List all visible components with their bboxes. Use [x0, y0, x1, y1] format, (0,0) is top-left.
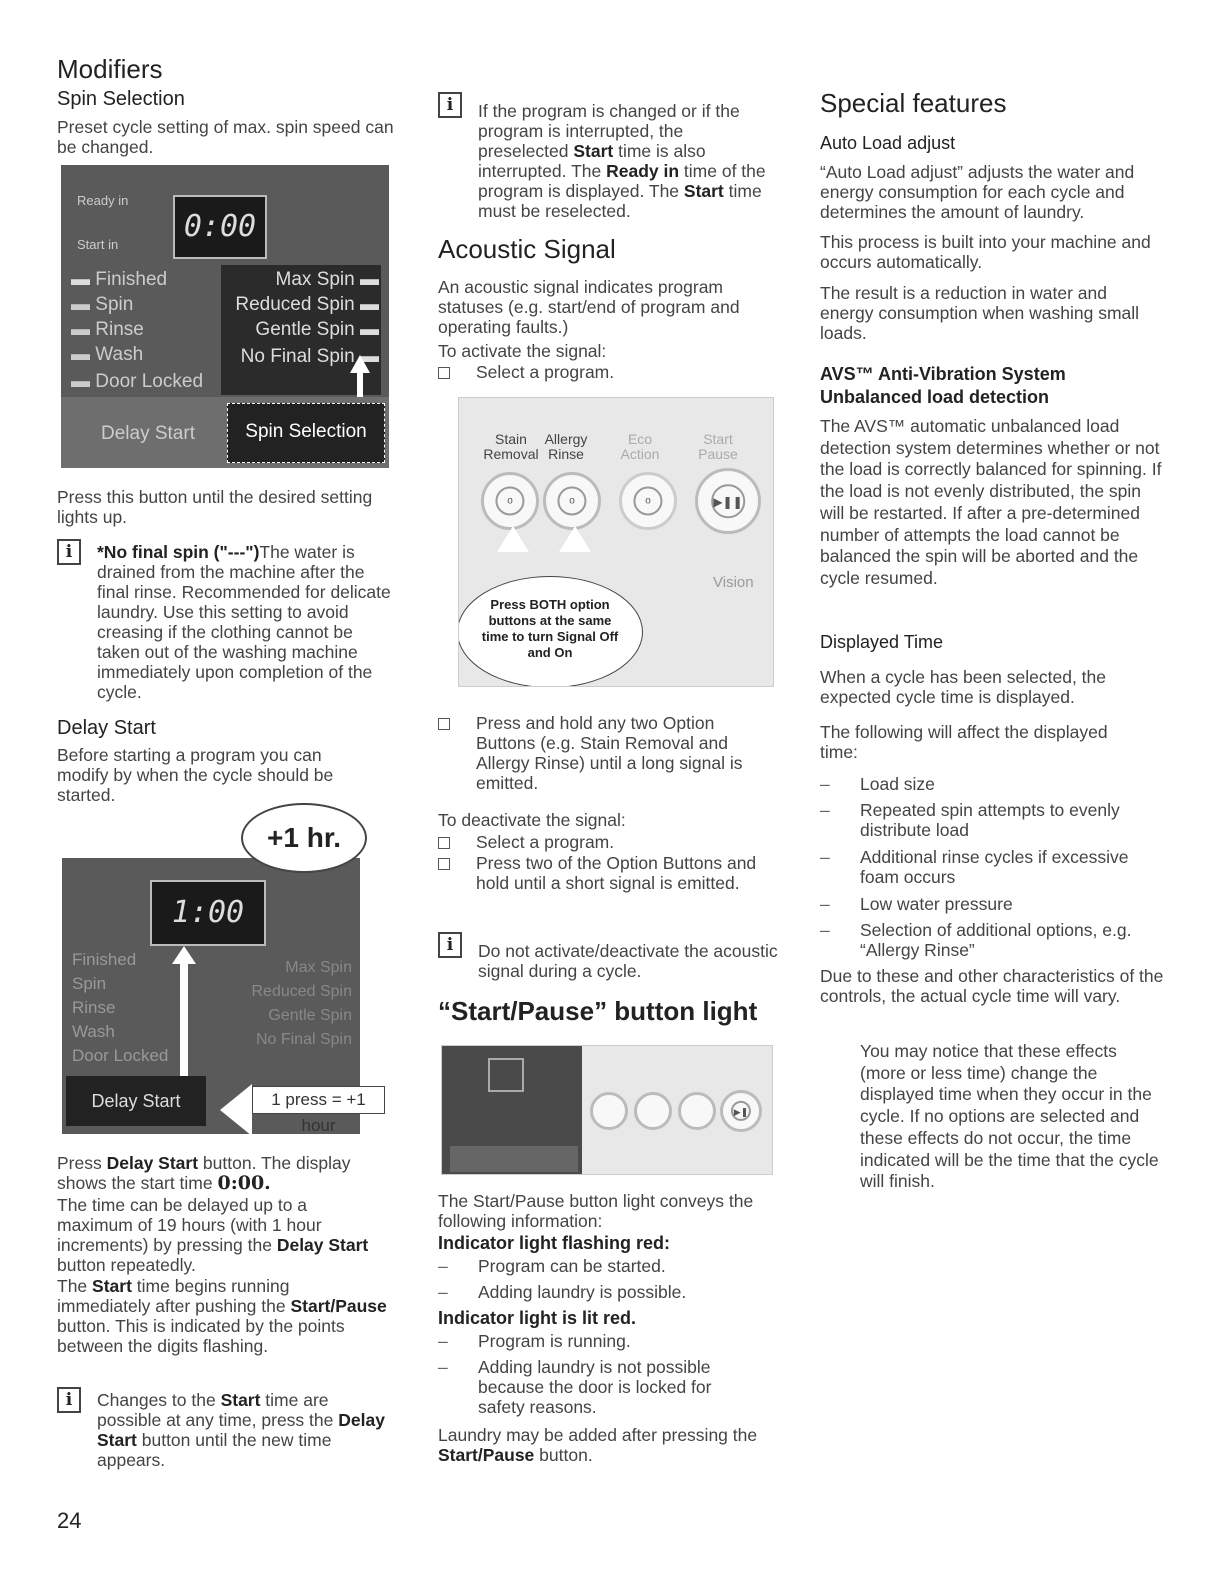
auto-load-p1: “Auto Load adjust” adjusts the water and energy consumption for each cycle and determines the amount of laundry.: [820, 162, 1135, 222]
label-allergy-rinse: Allergy Rinse: [544, 431, 588, 462]
flash-item: – Program can be started.: [438, 1256, 666, 1276]
press-both-bubble: Press BOTH option buttons at the same time to turn Signal Off and On: [458, 576, 643, 687]
delay-start-heading: Delay Start: [57, 717, 156, 739]
effect-item: – Additional rinse cycles if excessive foam occurs: [820, 847, 1129, 887]
deactivate-label: To deactivate the signal:: [438, 810, 626, 830]
delay-start-button: Delay Start: [101, 423, 195, 444]
mini-display: [488, 1058, 524, 1092]
laundry-add-note: Laundry may be added after pressing the Start/Pause button.: [438, 1425, 758, 1465]
status-door-locked: Door Locked: [95, 371, 204, 392]
delay-time-display: 1:00: [150, 880, 266, 946]
special-features-title: Special features: [820, 88, 1007, 118]
delay-paragraph-3: The Start time begins running immediately after pushing the Start/Pause button. This is indicated by the points between the digits flashing.: [57, 1276, 387, 1356]
info-icon: i: [57, 1387, 81, 1413]
label-stain-removal: Stain Removal: [483, 431, 539, 462]
up-arrow-icon: [180, 960, 188, 1090]
acoustic-panel: [458, 397, 774, 687]
one-press-callout: 1 press = +1 hour: [252, 1086, 385, 1114]
up-arrow-icon: [559, 526, 591, 552]
checkbox-icon: [438, 837, 450, 849]
delay-paragraph-2: The time can be delayed up to a maximum of 19 hours (with 1 hour increments) by pressing the Delay Start button repeatedly.: [57, 1195, 369, 1275]
status-wash: Wash: [95, 344, 144, 365]
due-text: Due to these and other characteristics of the controls, the actual cycle time will vary.: [820, 966, 1164, 1006]
option-button: [634, 1092, 672, 1130]
acoustic-signal-title: Acoustic Signal: [438, 234, 616, 264]
avs-text: The AVS™ automatic unbalanced load detection system determines whether or not the load is correctly balanced for spinning. If the load is not evenly distributed, the spin will be restarted. If after a pre-determined number of attempts the load cannot be balanced the spin will be aborted and the cycle resumed.: [820, 416, 1162, 588]
flash-item: – Adding laundry is possible.: [438, 1282, 687, 1302]
deactivate-step-2: Press two of the Option Buttons and hold until a short signal is emitted.: [438, 853, 778, 893]
acoustic-intro: An acoustic signal indicates program statuses (e.g. start/end of program and operating faults.): [438, 277, 740, 337]
spin-options-dim: Max Spin Reduced Spin Gentle Spin No Final Spin: [251, 959, 352, 1048]
arrow-head-icon: [172, 946, 196, 964]
label-start-pause: Start Pause: [698, 431, 738, 462]
start-pause-button: ▶❚: [720, 1090, 762, 1132]
lit-item: – Adding laundry is not possible because the door is locked for safety reasons.: [438, 1357, 712, 1417]
spin-selection-button: Spin Selection: [227, 403, 385, 463]
press-instruction: Press this button until the desired setting lights up.: [57, 487, 373, 527]
eco-action-button: o: [619, 472, 677, 530]
deactivate-step-1: Select a program.: [438, 832, 778, 852]
ready-in-label: Ready in: [77, 193, 129, 208]
start-in-label: Start in: [77, 237, 119, 252]
option-no-final-spin: No Final Spin: [240, 346, 355, 367]
program-change-note: If the program is changed or if the program is interrupted, the preselected Start time is also interrupted. The Ready in time of the program is displayed. The Start time must be reselected.: [478, 101, 766, 221]
effect-item: – Selection of additional options, e.g. “Allergy Rinse”: [820, 920, 1132, 960]
effect-item: – Repeated spin attempts to evenly distribute load: [820, 800, 1120, 840]
lit-heading: Indicator light is lit red.: [438, 1308, 637, 1328]
effect-item: – Low water pressure: [820, 894, 1013, 914]
delay-note: Changes to the Start time are possible at any time, press the Delay Start button until the new time appears.: [97, 1390, 385, 1470]
status-finished: Finished: [95, 269, 168, 290]
info-icon: i: [438, 92, 462, 118]
lit-item: – Program is running.: [438, 1331, 631, 1351]
time-display: 0:00: [173, 195, 267, 259]
plus-one-hour-badge: +1 hr.: [241, 803, 367, 873]
delay-paragraph-1: Press Delay Start button. The display shows the start time 0:00.: [57, 1153, 351, 1194]
no-final-spin-label: *No final spin ("---"): [97, 542, 260, 562]
spin-selection-panel: Ready in Start in 0:00 ▬ Finished ▬ Spin ▬ Rinse ▬ Wash ▬ Door Locked Max Spin ▬ Reduced Spin ▬ Gentle Spin ▬ No Final Spin ▬ Delay Start Spin Selection: [61, 165, 389, 468]
auto-load-p2: This process is built into your machine and occurs automatically.: [820, 232, 1151, 272]
notice-text: You may notice that these effects (more or less time) change the displayed time when they occur in the cycle. If no options are selected and these effects do not occur, the time indicated will be the time that the cycle will finish.: [860, 1041, 1159, 1192]
left-arrow-icon: [220, 1084, 252, 1136]
option-reduced-spin: Reduced Spin: [235, 294, 355, 315]
hold-step: Press and hold any two Option Buttons (e.g. Stain Removal and Allergy Rinse) until a long signal is emitted.: [438, 713, 778, 793]
arrow-head-icon: [350, 355, 370, 373]
allergy-rinse-button: o: [543, 472, 601, 530]
activate-label: To activate the signal:: [438, 341, 607, 361]
modifiers-title: Modifiers: [57, 54, 163, 84]
up-arrow-icon: [497, 526, 529, 552]
auto-load-p3: The result is a reduction in water and energy consumption when washing small loads.: [820, 283, 1140, 343]
info-icon: i: [438, 932, 462, 958]
vision-label: Vision: [713, 574, 754, 591]
no-final-spin-note: *No final spin ("---")The water is drained from the machine after the final rinse. Recommended for delicate laundry. Use this setting to avoid creasing if the clothing cannot be taken out of the washing machine immediately upon completion of the cycle.: [97, 542, 391, 702]
status-list-dim: Finished Spin Rinse Wash Door Locked: [72, 950, 169, 1065]
flashing-heading: Indicator light flashing red:: [438, 1233, 671, 1253]
label-eco-action: Eco Action: [620, 431, 660, 462]
auto-load-heading: Auto Load adjust: [820, 133, 956, 153]
activate-step: Select a program.: [438, 362, 778, 382]
status-spin: Spin: [95, 294, 134, 315]
stain-removal-button: o: [481, 472, 539, 530]
start-pause-title: “Start/Pause” button light: [438, 996, 758, 1026]
info-icon: i: [57, 539, 81, 565]
acoustic-note: Do not activate/deactivate the acoustic signal during a cycle.: [478, 941, 778, 981]
spin-selection-heading: Spin Selection: [57, 88, 185, 110]
start-pause-button: ▶❚❚: [695, 468, 761, 534]
checkbox-icon: [438, 367, 450, 379]
page-number: 24: [57, 1508, 82, 1533]
avs-heading: AVS™ Anti-Vibration System Unbalanced load detection: [820, 364, 1066, 407]
delay-start-button-highlight: Delay Start: [66, 1076, 206, 1126]
effect-item: – Load size: [820, 774, 935, 794]
option-button: [678, 1092, 716, 1130]
checkbox-icon: [438, 718, 450, 730]
start-pause-intro: The Start/Pause button light conveys the following information:: [438, 1191, 754, 1231]
option-button: [590, 1092, 628, 1130]
displayed-time-heading: Displayed Time: [820, 632, 944, 652]
option-gentle-spin: Gentle Spin: [255, 319, 355, 340]
status-rinse: Rinse: [95, 319, 144, 340]
delay-intro: Before starting a program you can modify by when the cycle should be started.: [57, 745, 334, 805]
displayed-p2: The following will affect the displayed time:: [820, 722, 1108, 762]
option-max-spin: Max Spin: [275, 269, 355, 290]
displayed-p1: When a cycle has been selected, the expected cycle time is displayed.: [820, 667, 1107, 707]
spin-intro: Preset cycle setting of max. spin speed can be changed.: [57, 117, 394, 157]
start-pause-panel: [441, 1045, 773, 1175]
checkbox-icon: [438, 858, 450, 870]
